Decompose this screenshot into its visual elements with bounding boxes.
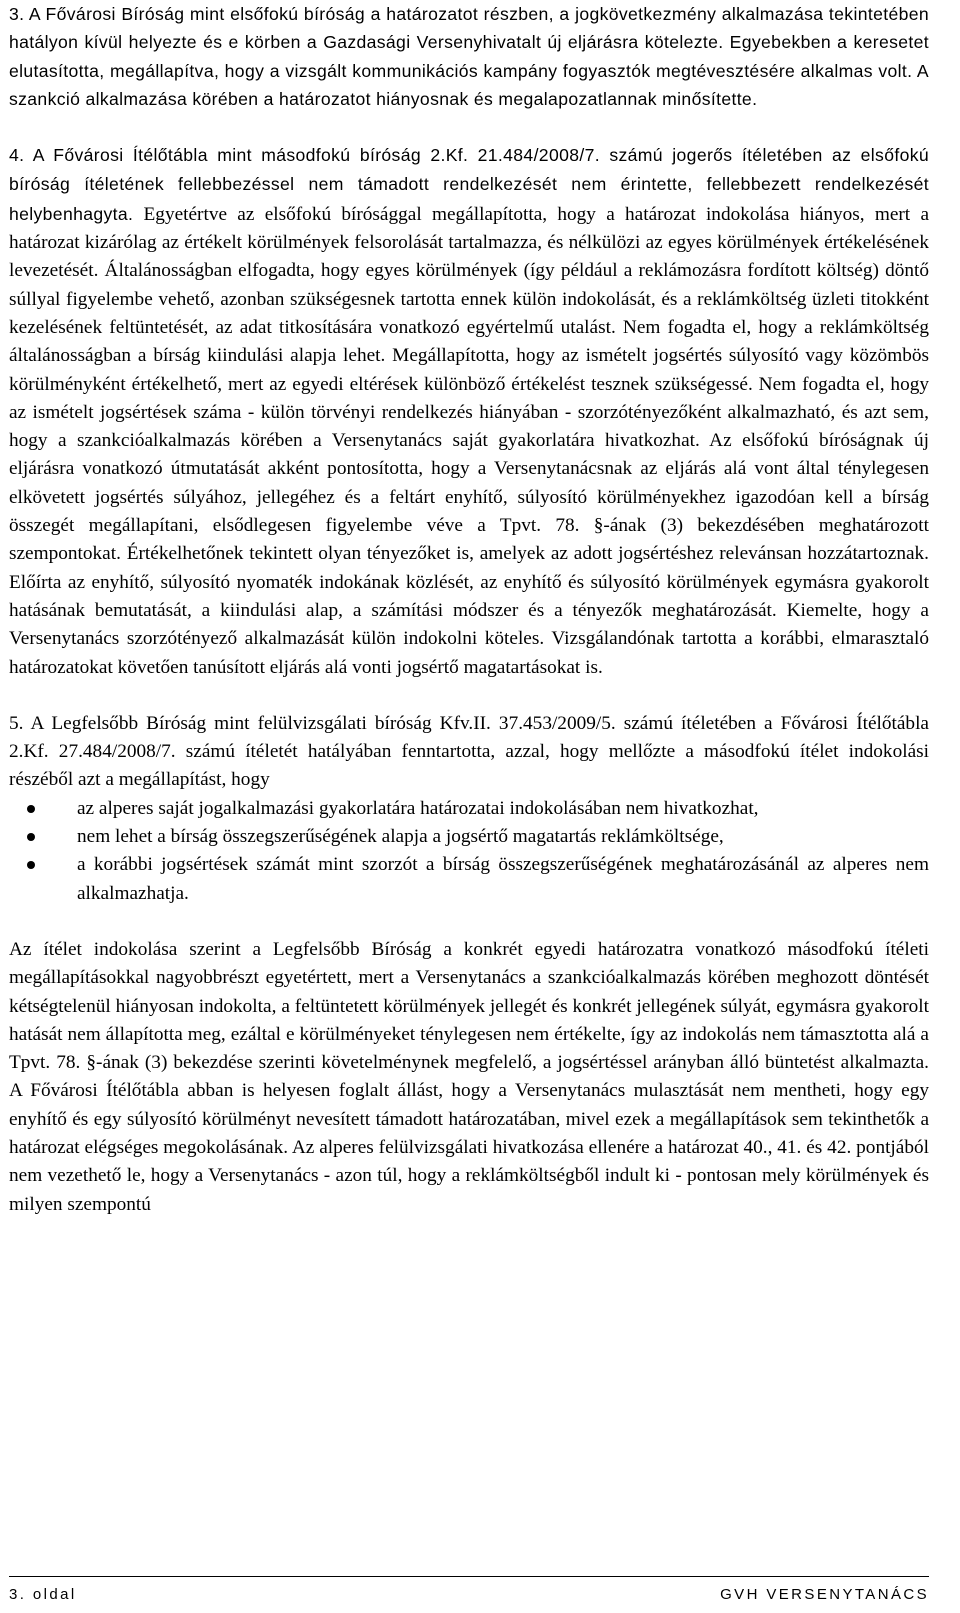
organization-name: GVH VERSENYTANÁCS <box>720 1586 929 1603</box>
document-page <box>9 0 929 1219</box>
paragraph-gap <box>9 908 929 936</box>
page-number: 3. oldal <box>9 1586 77 1603</box>
paragraph-4 <box>9 141 929 682</box>
paragraph-3: 3. A Fővárosi Bíróság mint elsőfokú bíróság a határozatot részben, a jogkövetkezmény alkalmazása tekintetében hatályon kívül helyezte és e körben a Gazdasági Versenyhivatalt új eljárásra kötelezte. Egyebekben a keresetet elutasította, megállapítva, hogy a vizsgált kommunikációs kampány fogyasztók megtévesztésére alkalmas volt. A szankció alkalmazása körében a határozatot hiányosnak és megalapozatlannak minősítette. <box>9 4 929 109</box>
bullet-icon <box>27 833 35 841</box>
bullet-icon <box>27 861 35 869</box>
bullet-text: nem lehet a bírság összegszerűségének alapja a jogsértő magatartás reklámköltsége, <box>77 826 724 848</box>
bullet-item <box>9 823 929 851</box>
bullet-item <box>9 851 929 908</box>
bullet-text: az alperes saját jogalkalmazási gyakorlatára határozatai indokolásában nem hivatkozhat, <box>77 797 759 819</box>
paragraph-5: 5. A Legfelsőbb Bíróság mint felülvizsgálati bíróság Kfv.II. 37.453/2009/5. számú ítéletében a Fővárosi Ítélőtábla 2.Kf. 27.484/2008/7. számú ítéletét hatályában fenntartotta, azzal, hogy mellőzte a másodfokú ítélet indokolási részéből azt a megállapítást, hogy <box>9 712 929 791</box>
paragraph-4-lead: 4. A Fővárosi Ítélőtábla mint másodfokú bíróság 2.Kf. 21.484/2008/7. számú jogerős ítéletében az elsőfokú bíróság ítéletének fellebbezéssel nem támadott rendelkezését nem érintette, fellebbezett rendelkezését helybenhagyta. <box>9 145 929 224</box>
bullet-icon <box>27 805 35 813</box>
footer-divider <box>9 1576 929 1577</box>
paragraph-gap <box>9 682 929 710</box>
bullet-list <box>9 795 929 908</box>
page-footer <box>9 1586 929 1603</box>
bullet-item <box>9 795 929 823</box>
closing-paragraph: Az ítélet indokolása szerint a Legfelsőbb Bíróság a konkrét egyedi határozatra vonatkozó másodfokú ítéleti megállapításokkal nagyobbrészt egyetértett, mert a Versenytanács a szankcióalkalmazás körében meghozott döntését kétségtelenül hiányosan indokolta, a feltüntetett körülmények jellegét és konkrét jellegének súlyát, egymásra gyakorolt hatását nem állapította meg, ezáltal e körülményeket ténylegesen nem értékelte, így az indokolás nem támasztotta alá a Tpvt. 78. §-ának (3) bekezdése szerinti követelménynek megfelelő, a jogsértéssel arányban álló büntetést alkalmazta. A Fővárosi Ítélőtábla abban is helyesen foglalt állást, hogy a Versenytanács mulasztását nem mentheti, hogy egy enyhítő és egy súlyosító körülményt nevesített támadott határozatában, mivel ezek a megállapítások sem tekinthetők a határozat elégséges megokolásának. Az alperes felülvizsgálati hivatkozása ellenére a határozat 40., 41. és 42. pontjából nem vezethető le, hogy a Versenytanács - azon túl, hogy a reklámköltségből indult ki - pontosan mely körülmények és milyen szempontú <box>9 938 929 1215</box>
bullet-text: a korábbi jogsértések számát mint szorzót a bírság összegszerűségének meghatározásánál az alperes nem alkalmazhatja. <box>77 854 929 904</box>
paragraph-4-body: Egyetértve az elsőfokú bírósággal megállapította, hogy a határozat indokolása hiányos, mert a határozat kizárólag az értékelt körülmények felsorolását tartalmazza, és nélkülözi az egyes körülmények értékelésének levezetését. Általánosságban elfogadta, hogy egyes körülmények (így például a reklámozásra fordított költség) döntő súllyal figyelembe vehető, azonban szükségesnek tartotta ennek külön indokolását, és a reklámköltség üzleti titokként kezelésének feltüntetését, az adat titkosítására vonatkozó egyértelmű utalást. Nem fogadta el, hogy a reklámköltség általánosságban a bírság kiindulási alapja lehet. Megállapította, hogy az ismételt jogsértés súlyosító vagy közömbös körülményként értékelhető, mert az egyedi eltérések különböző értékelést tesznek szükségessé. Nem fogadta el, hogy az ismételt jogsértések száma - külön törvényi rendelkezés hiányában - szorzótényezőként alkalmazható, és azt sem, hogy a szankcióalkalmazás körében a Versenytanács saját gyakorlatára hivatkozhat. Az elsőfokú bíróságnak új eljárásra vonatkozó útmutatását akként pontosította, hogy a Versenytanácsnak az eljárás alá vont által ténylegesen elkövetett jogsértés súlyához, jellegéhez és a feltárt enyhítő, súlyosító körülményekhez igazodóan kell a bírság összegét megállapítani, elsődlegesen figyelembe véve a Tpvt. 78. §-ának (3) bekezdésében meghatározott szempontokat. Értékelhetőnek tekintett olyan tényezőket is, amelyek az adott jogsértéshez relevánsan hozzátartoznak. Előírta az enyhítő, súlyosító nyomaték indokának közlését, az enyhítő és súlyosító körülmények egymásra gyakorolt hatásának bemutatását, a kiindulási alap, a számítási módszer és a tényezők meghatározását. Kiemelte, hogy a Versenytanács szorzótényező alkalmazását külön indokolni köteles. Vizsgálandónak tartotta a korábbi, elmarasztaló határozatokat követően tanúsított eljárás alá vonti jogsértő magatartásokat is. <box>9 203 929 678</box>
paragraph-gap <box>9 113 929 141</box>
